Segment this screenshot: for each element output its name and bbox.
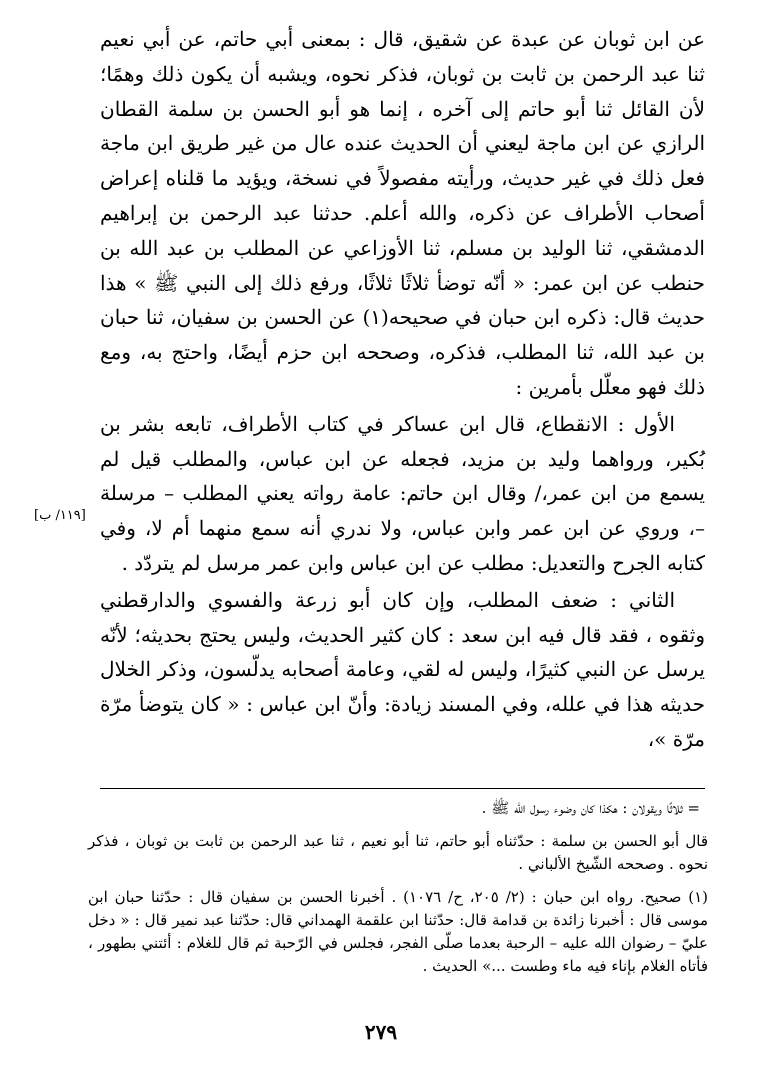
footnotes-block [88,797,708,978]
body-paragraph-1: عن ابن ثوبان عن عبدة عن شقيق، قال : بمعنى أبي حاتم، عن أبي نعيم ثنا عبد الرحمن بن ثابت بن ثوبان، فذكر نحوه، ويشبه أن يكون ذلك وهمًا؛ لأن القائل ثنا أبو حاتم إلى آخره ، إنما هو أبو الحسن بن سلمة القطان الرازي عن ابن ماجة ليعني أن الحديث عنده عال من غير طريق ابن ماجة فعل ذلك في غير حديث، ورأيته مفصولاً في نسخة، ويؤيد ما قلناه إعراض أصحاب الأطراف عن ذكره، والله أعلم. حدثنا عبد الرحمن بن إبراهيم الدمشقي، ثنا الوليد بن مسلم، ثنا الأوزاعي عن المطلب بن عبد الله بن حنطب عن ابن عمر: « أنّه توضأ ثلاثًا ثلاثًا، ورفع ذلك إلى النبي ﷺ » هذا حديث قال: ذكره ابن حبان في صحيحه(١) عن الحسن بن سفيان، ثنا حبان بن عبد الله، ثنا المطلب، فذكره، وصححه ابن حزم أيضًا، واحتج به، ومع ذلك فهو معلّل بأمرين : [100,27,705,399]
body-paragraph-3: الثاني : ضعف المطلب، وإن كان أبو زرعة والفسوي والدارقطني وثقوه ، فقد قال فيه ابن سعد : كان كثير الحديث، وليس يحتج بحديثه؛ لأنّه يرسل عن النبي كثيرًا، وليس له لقي، وعامة أصحابه يدلّسون، وذكر الخلال حديثه هذا في علله، وفي المسند زيادة: وأنّ ابن عباس : « كان يتوضأ مرّة مرّة »، [100,587,705,751]
footnote-divider [100,788,705,789]
main-text-block [100,22,705,757]
footnote-continuation: = ثلاثًا ويقولان : هكذا كان وضوء رسول الله ﷺ . [481,799,700,817]
page-number: ٢٧٩ [364,1020,398,1044]
body-paragraph-2: الأول : الانقطاع، قال ابن عساكر في كتاب الأطراف، تابعه بشر بن بُكير، ورواهما وليد بن مزيد، فجعله عن ابن عباس، والمطلب قيل لم يسمع من ابن عمر،/ وقال ابن حاتم: عامة رواته يعني المطلب – مرسلة –، وروي عن ابن عمر وابن عباس، ولا ندري أنه سمع منهما أم لا، وفي كتابه الجرح والتعديل: مطلب عن ابن عباس وابن عمر مرسل لم يتردّد . [100,411,705,575]
folio-margin-note: [١١٩/ ب] [34,508,86,523]
footnote-quote: قال أبو الحسن بن سلمة : حدّثناه أبو حاتم، ثنا أبو نعيم ، ثنا عبد الرحمن بن ثابت بن ثوبان ، فذكر نحوه . وصححه الشّيخ الألباني . [88,832,708,873]
footnote-1: (١) صحيح. رواه ابن حبان : (٢/ ٢٠٥، ح/ ١٠٧٦) . أخبرنا الحسن بن سفيان قال : حدّثنا حبان ابن موسى قال : أخبرنا زائدة بن قدامة قال: حدّثنا ابن علقمة الهمداني قال: حدّثنا عبد نمير قال : « دخل عليّ – رضوان الله عليه – الرحبة بعدما صلّى الفجر، فجلس في الرّحبة ثم قال للغلام : أئتني بطهور ، فأتاه الغلام بإناء فيه ماء وطست ...» الحديث . [88,888,708,975]
